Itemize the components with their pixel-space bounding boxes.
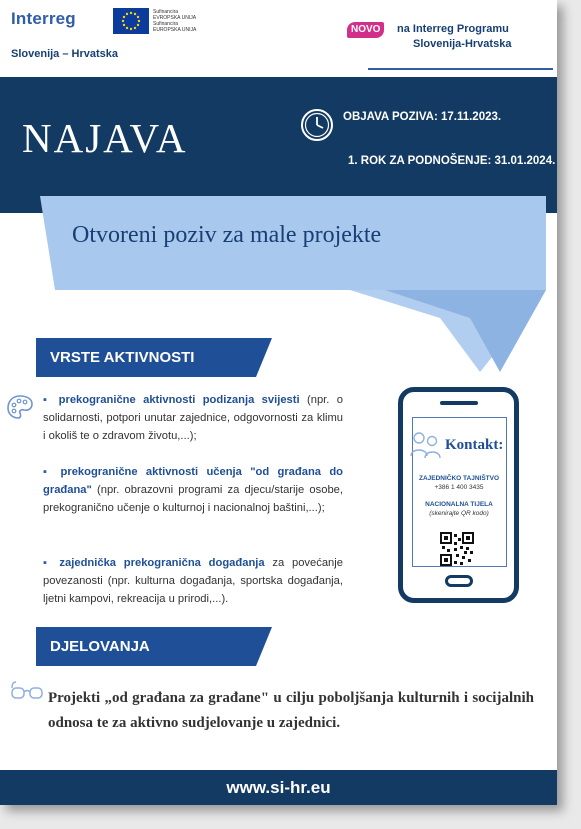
phone-home-button	[445, 575, 473, 587]
secretariat-phone[interactable]: +386 1 400 3435	[434, 484, 484, 491]
eu-line: EUROPSKA UNIJA	[153, 27, 197, 33]
people-icon	[409, 430, 443, 465]
interreg-logo: Interreg	[11, 9, 76, 28]
activity-highlight: zajednička prekogranična događanja	[59, 557, 265, 569]
eu-line: Sufinancira	[153, 9, 179, 15]
website-link[interactable]: www.si-hr.eu	[226, 778, 331, 797]
eu-line: Sufinancira	[153, 21, 179, 27]
activity-item	[43, 391, 343, 445]
djelovanje-text: Projekti „od građana za građane" u cilju poboljšanja kulturnih i socijalnih odnosa te za aktivno sudjelovanje u zajednici.	[48, 690, 534, 731]
novo-text-line1: na Interreg Programu	[397, 23, 509, 35]
novo-badge: NOVO	[347, 22, 384, 38]
qr-code-icon[interactable]	[440, 532, 474, 571]
activity-highlight: prekogranične aktivnosti podizanja svijesti	[58, 394, 300, 406]
djelovanje-heading-label: DJELOVANJA	[50, 638, 150, 655]
activity-item	[43, 463, 343, 517]
call-title: Otvoreni poziv za male projekte	[72, 222, 382, 248]
region-label: Slovenija – Hrvatska	[11, 48, 119, 60]
bullet-dot: ▪	[43, 394, 59, 406]
activity-detail: (npr. obrazovni programi za djecu/starije osobe, prekogranično učenje o kulturnoj i nacionalnoj baštini,...);	[43, 484, 343, 514]
publish-date: OBJAVA POZIVA: 17.11.2023.	[343, 111, 502, 123]
activity-item	[43, 554, 343, 608]
activities-heading	[36, 338, 272, 377]
deadline-date: 1. ROK ZA PODNOŠENJE: 31.01.2024.	[348, 155, 556, 167]
activity-detail: za povećanje povezanosti (npr. kulturna događanja, sportska događanja, ljetni kampovi, rekreacija u prirodi,...).	[43, 557, 343, 605]
activities-heading-label: VRSTE AKTIVNOSTI	[50, 349, 195, 366]
qr-note: (skenirajte QR kodo)	[429, 510, 489, 517]
activity-highlight: prekogranične aktivnosti učenja "od građana do građana"	[43, 466, 343, 496]
national-bodies-label: NACIONALNA TIJELA	[425, 501, 493, 508]
djelovanje-heading	[36, 627, 272, 666]
novo-text-line2: Slovenija-Hrvatska	[413, 38, 512, 50]
eu-line: EVROPSKA UNIJA	[153, 15, 197, 21]
contact-title: Kontakt:	[445, 437, 504, 453]
palette-icon	[5, 393, 35, 426]
bullet-dot: ▪	[43, 466, 61, 478]
secretariat-label: ZAJEDNIČKO TAJNIŠTVO	[418, 475, 500, 482]
glasses-icon	[10, 680, 44, 707]
footer-bar	[0, 770, 557, 805]
phone-speaker	[440, 401, 478, 405]
banner-title: NAJAVA	[22, 115, 188, 161]
bullet-dot: ▪	[43, 557, 60, 569]
activity-detail: (npr. o solidarnosti, potpori unutar zajednice, odgovornosti za klimu i okoliš te o zdravom životu,...);	[43, 394, 343, 442]
